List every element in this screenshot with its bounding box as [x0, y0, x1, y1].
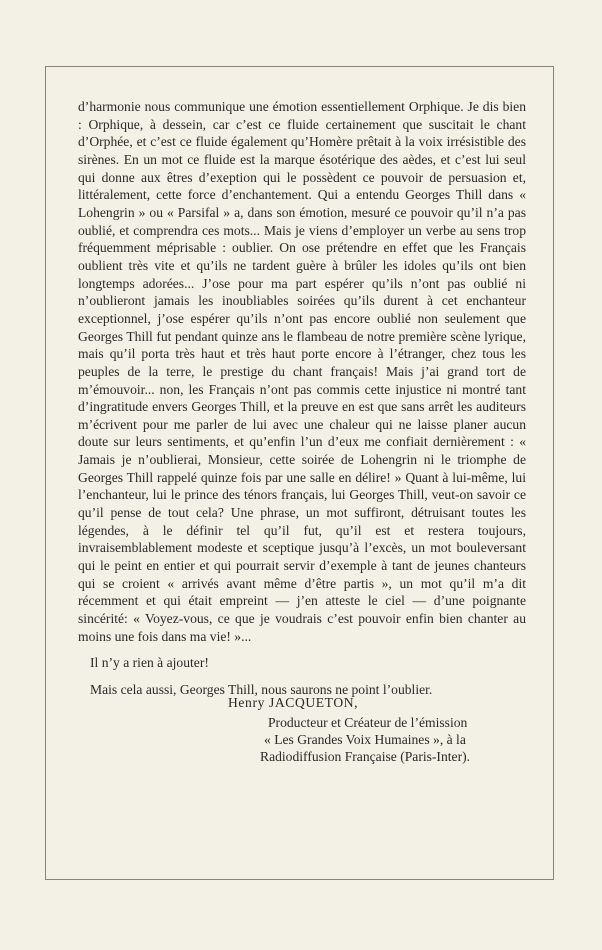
document-body — [78, 98, 526, 764]
author-title-line-1: Producteur et Créateur de l’émission — [268, 715, 468, 730]
closing-line-2: Mais cela aussi, Georges Thill, nous saurons ne point l’oublier. — [90, 682, 433, 697]
signature-block — [78, 694, 526, 765]
closing-line-1: Il n’y a rien à ajouter! — [90, 655, 209, 671]
main-paragraph: d’harmonie nous communique une émotion essentiellement Orphique. Je dis bien : Orphique, à dessein, car c’est ce fluide certainement que suscitait le chant d’Orphée, et c’est ce fluide également qu’Homère prêtait à la voix irrésistible des sirènes. En un mot ce fluide est la marque ésotérique des aèdes, et c’est lui seul qui donne aux êtres d’exeption qui le possèdent ce pouvoir de persuasion et, littéralement, cette force d’enchantement. Qui a entendu Georges Thill dans « Lohengrin » ou « Parsifal » a, dans son émotion, mesuré ce pouvoir qu’il n’a pas oublié, et comprendra ces mots... Mais je viens d’employer un verbe au sens trop fréquemment méprisable : oublier. On ose prétendre en effet que les Français oublient très vite et qu’ils ne tardent guère à brûler les idoles qu’ils ont bien longtemps adorées... J’ose pour ma part espérer qu’ils n’ont pas oublié ni n’oublieront jamais les inoubliables soirées qu’ils durent à cet enchanteur exceptionnel, j’ose espérer qu’ils n’ont pas encore oublié non seulement que Georges Thill fut pendant quinze ans le flambeau de notre première scène lyrique, mais qu’il porta très haut et très haut porte encore à l’étranger, chez tous les peuples de la terre, le prestige du chant français! Mais j’ai grand tort de m’émouvoir... non, les Français n’ont pas commis cette injustice ni montré tant d’ingratitude envers Georges Thill, et la preuve en est que sans arrêt les auditeurs m’écrivent pour me parler de lui avec une chaleur qui ne laisse planer aucun doute sur leurs sentiments, et qu’enfin l’un d’eux me confiait dernièrement : « Jamais je n’oublierai, Monsieur, cette soirée de Lohengrin ni le triomphe de Georges Thill rappelé quinze fois par une salle en délire! » Quant à lui-même, lui l’enchanteur, lui le prince des ténors français, lui Georges Thill, veut-on savoir ce qu’il pense de tout cela? Une phrase, un mot suffiront, détruisant toutes les légendes, à le définir tel qu’il fut, qu’il est et restera toujours, invraisemblablement modeste et sceptique jusqu’à l’excès, un mot bouleversant qui le peint en entier et qui pourrait servir d’exemple à tant de jeunes chanteurs qui se croient « arrivés avant même d’être partis », un mot qu’il m’a dit récemment et qui était empreint — j’en atteste le ciel — d’une poignante sincérité: « Voyez-vous, ce que je voudrais c’est pouvoir enfin bien chanter au moins une fois dans ma vie! »... — [78, 99, 526, 644]
author-title-line-2: « Les Grandes Voix Humaines », à la — [264, 732, 466, 747]
author-name: Henry JACQUETON, — [228, 695, 359, 710]
author-title-line-3: Radiodiffusion Française (Paris-Inter). — [260, 749, 471, 764]
